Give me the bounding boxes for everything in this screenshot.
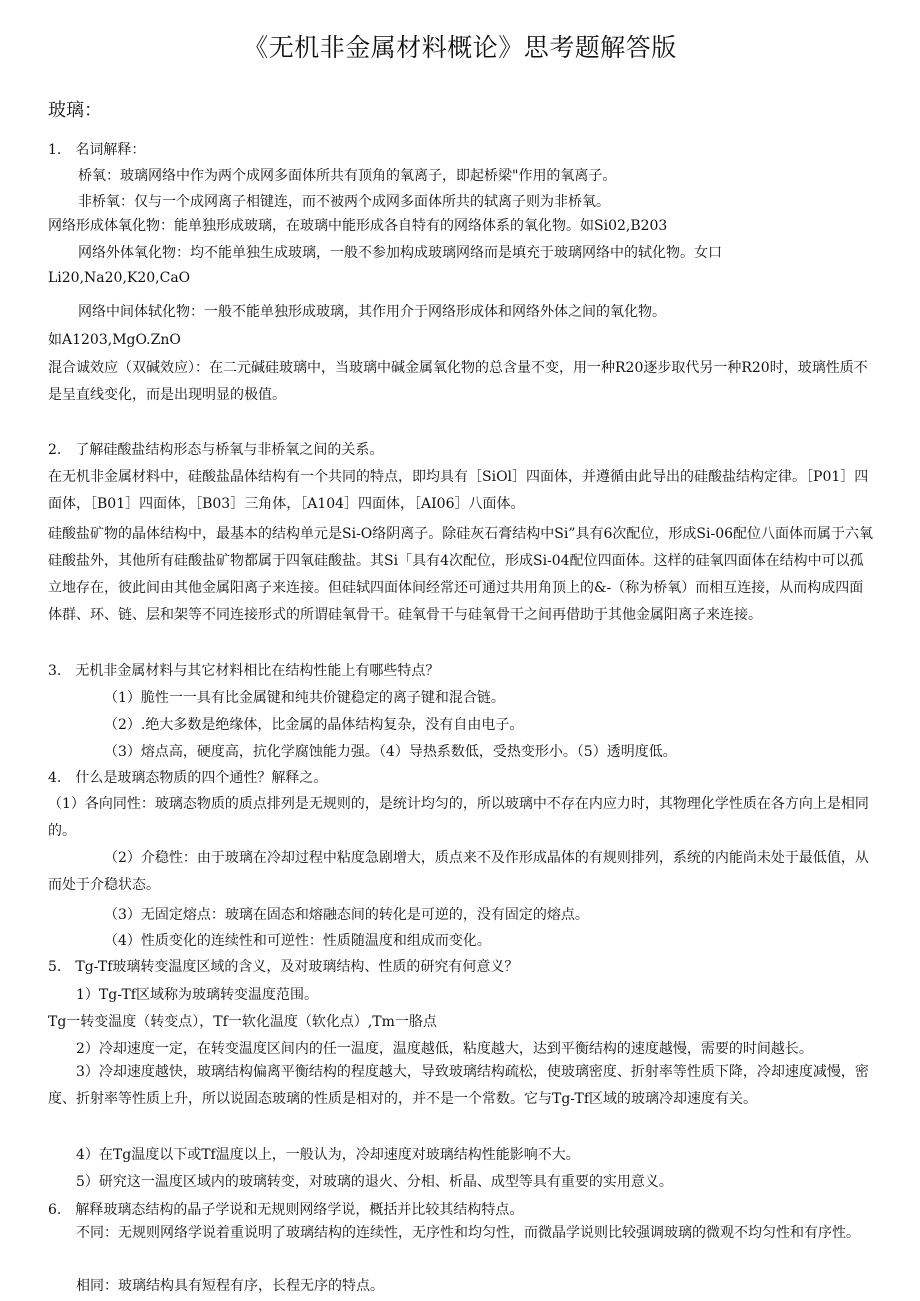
definition-network-modifier: 网络外体氧化物：均不能单独生成玻璃，一般不参加构成玻璃网络而是填充于玻璃网络中的轼化物。女口 — [78, 245, 722, 261]
definition-network-former: 网络形成体氧化物：能单独形成玻璃，在玻璃中能形成各自特有的网络体系的氧化物。如Si02,B203 — [48, 218, 668, 234]
definition-intermediate: 网络中间体轼化物：一般不能单独形成玻璃，其作用介于网络形成体和网络外体之间的氧化物。 — [78, 304, 666, 320]
answer-2-paragraph-2: 硅酸盐矿物的晶体结构中，最基本的结构单元是Si-O络阴离子。除硅灰石膏结构中Si”具有6次配位，形成Si-06配位八面体而属于六氧硅酸盐外，其他所有硅酸盐矿物都属于四氧硅酸盐。其Si「具有4次配位，形成Si-04配位四面体。这样的硅氧四面体在结构中可以孤立地存在，彼此间由其他金属阳离子来连接。但硅轼四面体间经常还可通过共用角顶上的&-（称为桥氧）而相互连接，从而构成四面体群、环、链、层和架等不同连接形式的所谓硅氧骨干。硅氧骨干与硅氧骨干之间再借助于其他金属阳离子来连接。 — [48, 526, 874, 623]
answer-5-item-5: 5）研究这一温度区域内的玻璃转变，对玻璃的退火、分相、析晶、成型等具有重要的实用意义。 — [76, 1174, 673, 1190]
definition-mixed-alkali-effect: 混合诚效应（双碱效应）：在二元碱硅玻璃中，当玻璃中碱金属氧化物的总含量不变，用一种R20逐步取代另一种R20时，玻璃性质不是呈直线变化，而是出现明显的极值。 — [48, 360, 868, 403]
question-4: 4. 什么是玻璃态物质的四个通性？解释之。 — [48, 770, 328, 786]
question-6: 6. 解释玻璃态结构的晶子学说和无规则网络学说，概括并比较其结构特点。 — [48, 1202, 524, 1218]
definition-network-modifier-examples: Li20,Na20,K20,CaO — [48, 270, 191, 286]
section-heading-glass: 玻璃： — [48, 100, 102, 121]
document-title: 《无机非金属材料概论》思考题解答版 — [243, 33, 677, 62]
answer-3-item-1: （1）脆性一一具有比金属键和纯共价键稳定的离子键和混合链。 — [104, 690, 505, 706]
definition-non-bridging-oxygen: 非桥氧：仅与一个成网离子相键连，而不被两个成网多面体所共的轼离子则为非桥氧。 — [78, 194, 610, 210]
answer-2-paragraph-1: 在无机非金属材料中，硅酸盐晶体结构有一个共同的特点，即均具有［SiOl］四面体，并遵循由此导出的硅酸盐结构定律。［P01］四面体，［B01］四面体，［B03］三角体，［A104］四面体，［AI06］八面体。 — [48, 469, 869, 512]
definition-intermediate-examples: 如A1203,MgO.ZnO — [48, 332, 181, 348]
answer-4-item-3: （3）无固定熔点：玻璃在固态和熔融态间的转化是可逆的，没有固定的熔点。 — [104, 907, 589, 923]
definition-bridging-oxygen: 桥氧：玻璃网络中作为两个成网多面体所共有顶角的氧离子，即起桥梁"作用的氧离子。 — [78, 168, 617, 184]
answer-6-difference: 不同：无规则网络学说着重说明了玻璃结构的连续性，无序性和均匀性，而微晶学说则比较强调玻璃的微观不均匀性和有序性。 — [76, 1225, 860, 1241]
answer-4-item-1: （1）各向同性：玻璃态物质的质点排列是无规则的，是统计均匀的，所以玻璃中不存在内应力时，其物理化学性质在各方向上是相同的。 — [48, 796, 869, 839]
question-2: 2. 了解硅酸盐结构形态与桥氧与非桥氧之间的关系。 — [48, 442, 384, 458]
answer-3-item-3: （3）熔点高，硬度高，抗化学腐蚀能力强。（4）导热系数低，受热变形小。（5）透明度低。 — [104, 744, 677, 760]
answer-4-item-4: （4）性质变化的连续性和可逆性：性质随温度和组成而变化。 — [104, 933, 491, 949]
answer-5-item-4: 4）在Tg温度以下或Tf温度以上，一般认为，冷却速度对玻璃结构性能影响不大。 — [76, 1147, 580, 1163]
answer-3-item-2: （2）.绝大多数是绝缘体，比金属的晶体结构复杂，没有自由电子。 — [104, 717, 524, 733]
question-1: 1. 名词解释： — [48, 142, 146, 158]
answer-5-item-2: 2）冷却速度一定，在转变温度区间内的任一温度，温度越低，粘度越大，达到平衡结构的速度越慢，需要的时间越长。 — [76, 1041, 813, 1057]
answer-5-item-1: 1）Tg-Tf区域称为玻璃转变温度范围。 — [76, 987, 318, 1003]
question-3: 3. 无机非金属材料与其它材料相比在结构性能上有哪些特点？ — [48, 663, 440, 679]
question-5: 5. Tg-Tf玻璃转变温度区域的含义，及对玻璃结构、性质的研究有何意义？ — [48, 959, 519, 975]
answer-4-item-2: （2）介稳性：由于玻璃在冷却过程中粘度急剧增大，质点来不及作形成晶体的有规则排列，系统的内能尚未处于最低值，从而处于介稳状态。 — [48, 850, 869, 893]
answer-5-temperatures: Tg一转变温度（转变点），Tf一软化温度（软化点）,Tm一胳点 — [48, 1014, 437, 1030]
answer-6-similarity: 相同：玻璃结构具有短程有序，长程无序的特点。 — [76, 1278, 384, 1294]
answer-5-item-3: 3）冷却速度越快，玻璃结构偏离平衡结构的程度越大，导致玻璃结构疏松，使玻璃密度、折射率等性质下降，冷却速度减慢，密度、折射率等性质上升，所以说固态玻璃的性质是相对的，并不是一个常数。它与Tg-Tf区域的玻璃冷却速度有关。 — [48, 1064, 869, 1107]
